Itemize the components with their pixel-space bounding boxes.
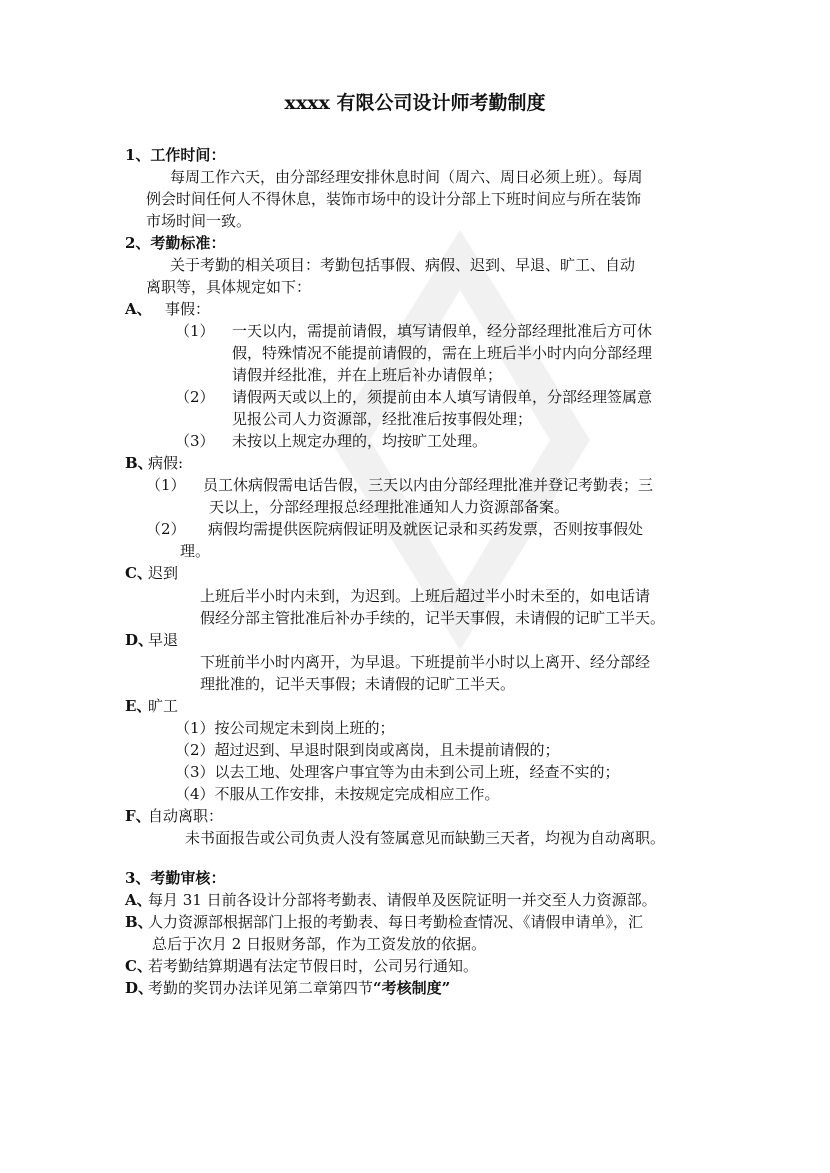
item-label: B、 xyxy=(125,913,153,931)
text-line: 每周工作六天，由分部经理安排休息时间（周六、周日必须上班）。每周 xyxy=(170,168,643,186)
subsection-label: A、 xyxy=(125,300,152,318)
text-line: 理。 xyxy=(180,542,211,560)
text-line: 假经分部主管批准后补办手续的，记半天事假，未请假的记旷工半天。 xyxy=(200,609,666,627)
item-label: C、 xyxy=(125,957,152,975)
text-line: 假，特殊情况不能提前请假的，需在上班后半小时内向分部经理 xyxy=(232,344,653,362)
item-label: D、 xyxy=(125,979,154,997)
text-line: 员工休病假需电话告假，三天以内由分部经理批准并登记考勤表；三 xyxy=(203,476,654,494)
text-line: 未书面报告或公司负责人没有签属意见而缺勤三天者，均视为自动离职。 xyxy=(185,829,666,847)
document-title: xxxx 有限公司设计师考勤制度 xyxy=(284,92,546,114)
text-line: 请假两天或以上的，须提前由本人填写请假单，分部经理签属意 xyxy=(232,388,653,406)
quoted-title: “考核制度” xyxy=(373,979,451,997)
item-number: （2） xyxy=(175,388,215,406)
text-line: 每月 31 日前各设计分部将考勤表、请假单及医院证明一并交至人力资源部。 xyxy=(148,891,657,909)
text-line: 理批准的，记半天事假；未请假的记旷工半天。 xyxy=(200,675,516,693)
subsection-title: 自动离职： xyxy=(148,807,224,825)
text-line: 请假并经批准，并在上班后补办请假单； xyxy=(232,366,503,384)
subsection-label: D、 xyxy=(125,631,154,649)
text-line: 上班后半小时内未到，为迟到。上班后超过半小时未至的，如电话请 xyxy=(200,587,651,605)
text-span: 考勤的奖罚办法详见第二章第四节 xyxy=(148,979,374,997)
section-1-heading: 1、工作时间： xyxy=(125,146,226,164)
text-line: 若考勤结算期遇有法定节假日时，公司另行通知。 xyxy=(148,957,479,975)
subsection-title: 病假: xyxy=(148,454,184,472)
text-line: 关于考勤的相关项目：考勤包括事假、病假、迟到、早退、旷工、自动 xyxy=(170,256,636,274)
text-line: 未按以上规定办理的，均按旷工处理。 xyxy=(232,432,488,450)
subsection-title: 旷工 xyxy=(148,697,179,715)
subsection-label: B、 xyxy=(125,454,153,472)
item-number: （1） xyxy=(175,322,215,340)
text-line: 见报公司人力资源部，经批准后按事假处理； xyxy=(232,410,533,428)
subsection-label: F、 xyxy=(125,807,151,825)
text-line: 例会时间任何人不得休息，装饰市场中的设计分部上下班时间应与所在装饰 xyxy=(146,190,642,208)
text-line: 离职等，具体规定如下： xyxy=(146,278,312,296)
text-line: 人力资源部根据部门上报的考勤表、每日考勤检查情况、《请假申请单》，汇 xyxy=(148,913,644,931)
text-line: 总后于次月 2 日报财务部，作为工资发放的依据。 xyxy=(152,935,487,953)
text-line: （1）按公司规定未到岗上班的； xyxy=(175,719,395,737)
item-number: （3） xyxy=(175,432,215,450)
text-line: （3）以去工地、处理客户事宜等为由未到公司上班，经查不实的； xyxy=(175,763,620,781)
text-line: （2）超过迟到、早退时限到岗或离岗，且未提前请假的； xyxy=(175,741,560,759)
text-line: （4）不服从工作安排，未按规定完成相应工作。 xyxy=(175,785,500,803)
subsection-label: C、 xyxy=(125,564,152,582)
text-line xyxy=(148,978,450,998)
item-number: （2） xyxy=(146,520,186,538)
item-label: A、 xyxy=(125,891,152,909)
subsection-title: 事假： xyxy=(165,300,211,318)
text-line: 市场时间一致。 xyxy=(146,212,252,230)
text-line: 下班前半小时内离开，为早退。下班提前半小时以上离开、经分部经 xyxy=(200,653,651,671)
text-line: 病假均需提供医院病假证明及就医记录和买药发票，否则按事假处 xyxy=(208,520,644,538)
subsection-title: 早退 xyxy=(148,631,179,649)
subsection-title: 迟到 xyxy=(148,564,179,582)
subsection-label: E、 xyxy=(125,697,152,715)
item-number: （1） xyxy=(146,476,186,494)
text-line: 一天以内，需提前请假，填写请假单，经分部经理批准后方可休 xyxy=(232,322,653,340)
section-3-heading: 3、考勤审核： xyxy=(125,869,226,887)
section-2-heading: 2、考勤标准： xyxy=(125,234,226,252)
text-line: 天以上，分部经理报总经理批准通知人力资源部备案。 xyxy=(209,498,570,516)
